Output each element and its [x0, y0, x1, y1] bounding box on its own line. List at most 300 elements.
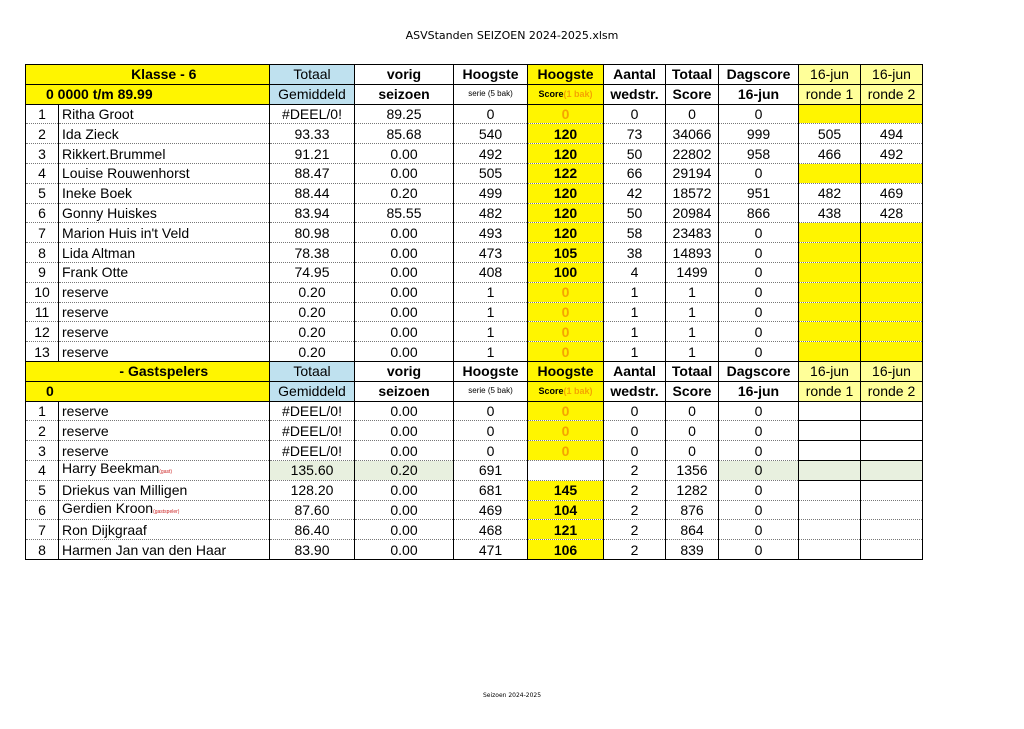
aantal-wedstrijden: 58 [604, 223, 666, 243]
dagscore: 0 [719, 480, 799, 500]
player-name: Gerdien Kroon(gastspeler) [59, 500, 270, 520]
vorig-seizoen: 0.00 [355, 282, 454, 302]
ronde2-score [861, 342, 923, 362]
ronde2-score [861, 401, 923, 421]
aantal-wedstrijden: 0 [604, 104, 666, 124]
aantal-wedstrijden: 50 [604, 144, 666, 164]
totaal-score: 1499 [666, 262, 719, 282]
vorig-seizoen: 0.00 [355, 421, 454, 441]
ronde2-score [861, 262, 923, 282]
header-col-4: Hoogste [528, 361, 604, 381]
header-col-3: Hoogste [454, 65, 528, 85]
ronde2-score [861, 104, 923, 124]
ronde2-score [861, 302, 923, 322]
row-number: 5 [26, 480, 59, 500]
player-name: reserve [59, 302, 270, 322]
aantal-wedstrijden: 2 [604, 520, 666, 540]
table-row [26, 342, 923, 362]
gemiddelde: 0.20 [270, 302, 355, 322]
table-row [26, 282, 923, 302]
hoogste-serie: 468 [454, 520, 528, 540]
table-row [26, 401, 923, 421]
seizoen-label: seizoen [355, 84, 454, 104]
ronde2-score: 494 [861, 124, 923, 144]
header-col-5: Aantal [604, 361, 666, 381]
gemiddelde: 135.60 [270, 460, 355, 480]
gemiddelde: #DEEL/0! [270, 104, 355, 124]
header-col-4: Hoogste [528, 65, 604, 85]
table-row [26, 460, 923, 480]
totaal-score: 18572 [666, 183, 719, 203]
dagscore: 951 [719, 183, 799, 203]
row-number: 13 [26, 342, 59, 362]
ronde2-score: 492 [861, 144, 923, 164]
ronde1-score [799, 460, 861, 480]
aantal-wedstrijden: 0 [604, 441, 666, 461]
hoogste-score: 0 [528, 342, 604, 362]
player-name: Louise Rouwenhorst [59, 163, 270, 183]
vorig-seizoen: 0.00 [355, 342, 454, 362]
player-name: Ida Zieck [59, 124, 270, 144]
hoogste-serie: 482 [454, 203, 528, 223]
totaal-score: 1 [666, 322, 719, 342]
totaal-score: 1 [666, 282, 719, 302]
hoogste-serie: 499 [454, 183, 528, 203]
vorig-seizoen: 85.68 [355, 124, 454, 144]
table-row [26, 223, 923, 243]
dagscore: 0 [719, 500, 799, 520]
player-name: reserve [59, 282, 270, 302]
dagscore: 0 [719, 163, 799, 183]
header-col-6: Totaal [666, 361, 719, 381]
row-number: 12 [26, 322, 59, 342]
player-name: Gonny Huiskes [59, 203, 270, 223]
player-name: Lida Altman [59, 243, 270, 263]
player-name: Marion Huis in't Veld [59, 223, 270, 243]
player-name: Ritha Groot [59, 104, 270, 124]
hoogste-score: 120 [528, 183, 604, 203]
dagscore: 0 [719, 460, 799, 480]
aantal-wedstrijden: 42 [604, 183, 666, 203]
totaal-score: 0 [666, 421, 719, 441]
header-spacer [26, 361, 59, 381]
dagscore: 0 [719, 342, 799, 362]
gemiddelde: 0.20 [270, 282, 355, 302]
ronde1-score [799, 302, 861, 322]
gemiddeld-label: Gemiddeld [270, 84, 355, 104]
dagscore: 999 [719, 124, 799, 144]
row-number: 4 [26, 460, 59, 480]
hoogste-score: 105 [528, 243, 604, 263]
ronde2-score [861, 540, 923, 560]
hoogste-serie: 691 [454, 460, 528, 480]
score-label [528, 381, 604, 401]
gemiddelde: 128.20 [270, 480, 355, 500]
totaal-score: 864 [666, 520, 719, 540]
hoogste-serie: 0 [454, 441, 528, 461]
ronde2-score [861, 480, 923, 500]
aantal-wedstrijden: 73 [604, 124, 666, 144]
hoogste-serie: 471 [454, 540, 528, 560]
score-label [528, 84, 604, 104]
table-row [26, 322, 923, 342]
header-col-2: vorig [355, 361, 454, 381]
aantal-wedstrijden: 1 [604, 302, 666, 322]
hoogste-serie: 0 [454, 104, 528, 124]
ronde2-score [861, 520, 923, 540]
totaal-score: 23483 [666, 223, 719, 243]
dagscore: 958 [719, 144, 799, 164]
table-row [26, 183, 923, 203]
hoogste-score [528, 460, 604, 480]
hoogste-score: 145 [528, 480, 604, 500]
hoogste-serie: 1 [454, 342, 528, 362]
ronde2-score [861, 460, 923, 480]
dagscore: 866 [719, 203, 799, 223]
totaal-score: 29194 [666, 163, 719, 183]
ronde2-label: ronde 2 [861, 381, 923, 401]
dag-label: 16-jun [719, 84, 799, 104]
player-name: Ron Dijkgraaf [59, 520, 270, 540]
dagscore: 0 [719, 282, 799, 302]
hoogste-serie: 408 [454, 262, 528, 282]
header-row [26, 361, 923, 381]
aantal-wedstrijden: 0 [604, 421, 666, 441]
row-number: 1 [26, 401, 59, 421]
hoogste-score: 121 [528, 520, 604, 540]
aantal-wedstrijden: 1 [604, 342, 666, 362]
table-row [26, 302, 923, 322]
totaal-score: 839 [666, 540, 719, 560]
hoogste-score: 0 [528, 421, 604, 441]
ronde1-score [799, 322, 861, 342]
ronde2-score [861, 500, 923, 520]
vorig-seizoen: 0.00 [355, 540, 454, 560]
row-number: 10 [26, 282, 59, 302]
row-number: 6 [26, 500, 59, 520]
totaal-score: 34066 [666, 124, 719, 144]
totaal-score: 1 [666, 302, 719, 322]
gemiddelde: #DEEL/0! [270, 401, 355, 421]
ronde1-score: 505 [799, 124, 861, 144]
gemiddeld-label: Gemiddeld [270, 381, 355, 401]
gemiddelde: 93.33 [270, 124, 355, 144]
hoogste-score: 120 [528, 203, 604, 223]
player-name: Driekus van Milligen [59, 480, 270, 500]
serie-label: serie (5 bak) [454, 84, 528, 104]
vorig-seizoen: 0.00 [355, 243, 454, 263]
vorig-seizoen: 0.00 [355, 144, 454, 164]
hoogste-serie: 1 [454, 282, 528, 302]
hoogste-score: 0 [528, 282, 604, 302]
aantal-wedstrijden: 0 [604, 401, 666, 421]
totaal-score: 14893 [666, 243, 719, 263]
score-sub-text: (1 bak) [563, 89, 593, 100]
ronde1-label: ronde 1 [799, 84, 861, 104]
aantal-wedstrijden: 4 [604, 262, 666, 282]
seizoen-label: seizoen [355, 381, 454, 401]
hoogste-score: 104 [528, 500, 604, 520]
guest-tag: (gastspeler) [153, 508, 180, 515]
hoogste-score: 120 [528, 223, 604, 243]
vorig-seizoen: 0.00 [355, 262, 454, 282]
totaal-score: 0 [666, 104, 719, 124]
range-label: 0 [26, 381, 270, 401]
gemiddelde: 88.44 [270, 183, 355, 203]
table-row [26, 243, 923, 263]
serie-label: serie (5 bak) [454, 381, 528, 401]
player-name: Harmen Jan van den Haar [59, 540, 270, 560]
hoogste-serie: 1 [454, 322, 528, 342]
player-name: reserve [59, 401, 270, 421]
vorig-seizoen: 0.00 [355, 401, 454, 421]
header-col-3: Hoogste [454, 361, 528, 381]
aantal-wedstrijden: 66 [604, 163, 666, 183]
table-row [26, 540, 923, 560]
table-row [26, 500, 923, 520]
aantal-wedstrijden: 2 [604, 500, 666, 520]
hoogste-serie: 681 [454, 480, 528, 500]
ronde1-score [799, 540, 861, 560]
aantal-wedstrijden: 38 [604, 243, 666, 263]
hoogste-score: 0 [528, 104, 604, 124]
ronde1-score [799, 243, 861, 263]
header-row [26, 65, 923, 85]
dagscore: 0 [719, 401, 799, 421]
table-row [26, 520, 923, 540]
hoogste-score: 100 [528, 262, 604, 282]
header-col-7: Dagscore [719, 65, 799, 85]
table-row [26, 203, 923, 223]
player-name: Frank Otte [59, 262, 270, 282]
ronde1-score [799, 421, 861, 441]
row-number: 5 [26, 183, 59, 203]
hoogste-score: 106 [528, 540, 604, 560]
header-spacer [26, 65, 59, 85]
hoogste-serie: 505 [454, 163, 528, 183]
totaal-score: 0 [666, 401, 719, 421]
gemiddelde: 80.98 [270, 223, 355, 243]
hoogste-serie: 469 [454, 500, 528, 520]
header-col-8: 16-jun [799, 65, 861, 85]
ronde1-score: 466 [799, 144, 861, 164]
vorig-seizoen: 0.00 [355, 302, 454, 322]
vorig-seizoen: 0.00 [355, 520, 454, 540]
hoogste-serie: 473 [454, 243, 528, 263]
player-name: Harry Beekman(gast) [59, 460, 270, 480]
header-col-2: vorig [355, 65, 454, 85]
header-col-1: Totaal [270, 65, 355, 85]
totaal-score: 1356 [666, 460, 719, 480]
hoogste-serie: 0 [454, 421, 528, 441]
totaal-score: 0 [666, 441, 719, 461]
gemiddelde: 88.47 [270, 163, 355, 183]
vorig-seizoen: 0.20 [355, 460, 454, 480]
totaal-score: 1 [666, 342, 719, 362]
totaal-score: 1282 [666, 480, 719, 500]
gemiddelde: 83.94 [270, 203, 355, 223]
totaal-score: 22802 [666, 144, 719, 164]
ronde1-score [799, 401, 861, 421]
gemiddelde: 0.20 [270, 322, 355, 342]
ronde1-score [799, 441, 861, 461]
row-number: 3 [26, 144, 59, 164]
table-row [26, 421, 923, 441]
totaal-score: 20984 [666, 203, 719, 223]
player-name: Ineke Boek [59, 183, 270, 203]
document-title: ASVStanden SEIZOEN 2024-2025.xlsm [405, 29, 619, 42]
ronde2-score [861, 322, 923, 342]
vorig-seizoen: 0.00 [355, 500, 454, 520]
dagscore: 0 [719, 520, 799, 540]
table-row [26, 163, 923, 183]
dagscore: 0 [719, 421, 799, 441]
ronde1-score [799, 500, 861, 520]
gemiddelde: #DEEL/0! [270, 421, 355, 441]
ronde2-score: 469 [861, 183, 923, 203]
standings-table [25, 64, 923, 560]
vorig-seizoen: 0.00 [355, 322, 454, 342]
gemiddelde: 86.40 [270, 520, 355, 540]
vorig-seizoen: 0.00 [355, 480, 454, 500]
player-name: reserve [59, 421, 270, 441]
hoogste-score: 0 [528, 401, 604, 421]
row-number: 7 [26, 520, 59, 540]
gemiddelde: 87.60 [270, 500, 355, 520]
vorig-seizoen: 85.55 [355, 203, 454, 223]
ronde1-score [799, 223, 861, 243]
gemiddelde: 74.95 [270, 262, 355, 282]
aantal-wedstrijden: 2 [604, 540, 666, 560]
header-col-6: Totaal [666, 65, 719, 85]
dagscore: 0 [719, 262, 799, 282]
aantal-wedstrijden: 50 [604, 203, 666, 223]
aantal-wedstrijden: 2 [604, 480, 666, 500]
header-col-7: Dagscore [719, 361, 799, 381]
ronde2-score: 428 [861, 203, 923, 223]
gemiddelde: 0.20 [270, 342, 355, 362]
hoogste-score: 0 [528, 302, 604, 322]
aantal-wedstrijden: 1 [604, 282, 666, 302]
vorig-seizoen: 0.00 [355, 441, 454, 461]
vorig-seizoen: 89.25 [355, 104, 454, 124]
row-number: 6 [26, 203, 59, 223]
ronde2-label: ronde 2 [861, 84, 923, 104]
row-number: 2 [26, 124, 59, 144]
ronde1-score [799, 262, 861, 282]
score-sub-text: (1 bak) [563, 386, 593, 397]
ronde1-score [799, 520, 861, 540]
ronde1-score: 482 [799, 183, 861, 203]
row-number: 4 [26, 163, 59, 183]
hoogste-score: 0 [528, 441, 604, 461]
hoogste-serie: 540 [454, 124, 528, 144]
range-label: 0 0000 t/m 89.99 [26, 84, 270, 104]
gemiddelde: 83.90 [270, 540, 355, 560]
section-title: Klasse - 6 [59, 65, 270, 85]
table-row [26, 104, 923, 124]
dag-label: 16-jun [719, 381, 799, 401]
ronde1-score [799, 163, 861, 183]
ronde2-score [861, 282, 923, 302]
dagscore: 0 [719, 243, 799, 263]
row-number: 2 [26, 421, 59, 441]
aantal-wedstrijden: 1 [604, 322, 666, 342]
hoogste-score: 0 [528, 322, 604, 342]
hoogste-score: 120 [528, 144, 604, 164]
ronde1-score [799, 342, 861, 362]
dagscore: 0 [719, 322, 799, 342]
ronde1-score [799, 104, 861, 124]
header-col-8: 16-jun [799, 361, 861, 381]
score2-label: Score [666, 84, 719, 104]
header-col-9: 16-jun [861, 361, 923, 381]
ronde2-score [861, 223, 923, 243]
section-title: - Gastspelers [59, 361, 270, 381]
vorig-seizoen: 0.00 [355, 223, 454, 243]
page-footer: Seizoen 2024-2025 [482, 692, 542, 699]
player-name: reserve [59, 342, 270, 362]
header-col-1: Totaal [270, 361, 355, 381]
vorig-seizoen: 0.00 [355, 163, 454, 183]
header-col-9: 16-jun [861, 65, 923, 85]
hoogste-serie: 492 [454, 144, 528, 164]
aantal-wedstrijden: 2 [604, 460, 666, 480]
hoogste-serie: 493 [454, 223, 528, 243]
hoogste-serie: 0 [454, 401, 528, 421]
table-row [26, 144, 923, 164]
player-name: reserve [59, 441, 270, 461]
gemiddelde: #DEEL/0! [270, 441, 355, 461]
player-name: Rikkert.Brummel [59, 144, 270, 164]
score-text: Score [538, 89, 564, 100]
ronde2-score [861, 163, 923, 183]
wedstr-label: wedstr. [604, 381, 666, 401]
ronde2-score [861, 421, 923, 441]
table-row [26, 124, 923, 144]
player-name: reserve [59, 322, 270, 342]
ronde2-score [861, 441, 923, 461]
row-number: 11 [26, 302, 59, 322]
hoogste-serie: 1 [454, 302, 528, 322]
ronde1-score [799, 282, 861, 302]
ronde1-score: 438 [799, 203, 861, 223]
row-number: 8 [26, 243, 59, 263]
row-number: 9 [26, 262, 59, 282]
row-number: 7 [26, 223, 59, 243]
subheader-row [26, 84, 923, 104]
subheader-row [26, 381, 923, 401]
dagscore: 0 [719, 441, 799, 461]
dagscore: 0 [719, 104, 799, 124]
dagscore: 0 [719, 540, 799, 560]
totaal-score: 876 [666, 500, 719, 520]
table-row [26, 441, 923, 461]
dagscore: 0 [719, 302, 799, 322]
ronde1-label: ronde 1 [799, 381, 861, 401]
dagscore: 0 [719, 223, 799, 243]
hoogste-score: 122 [528, 163, 604, 183]
score2-label: Score [666, 381, 719, 401]
row-number: 3 [26, 441, 59, 461]
table-row [26, 480, 923, 500]
row-number: 1 [26, 104, 59, 124]
table-row [26, 262, 923, 282]
wedstr-label: wedstr. [604, 84, 666, 104]
score-text: Score [538, 386, 564, 397]
header-col-5: Aantal [604, 65, 666, 85]
ronde2-score [861, 243, 923, 263]
